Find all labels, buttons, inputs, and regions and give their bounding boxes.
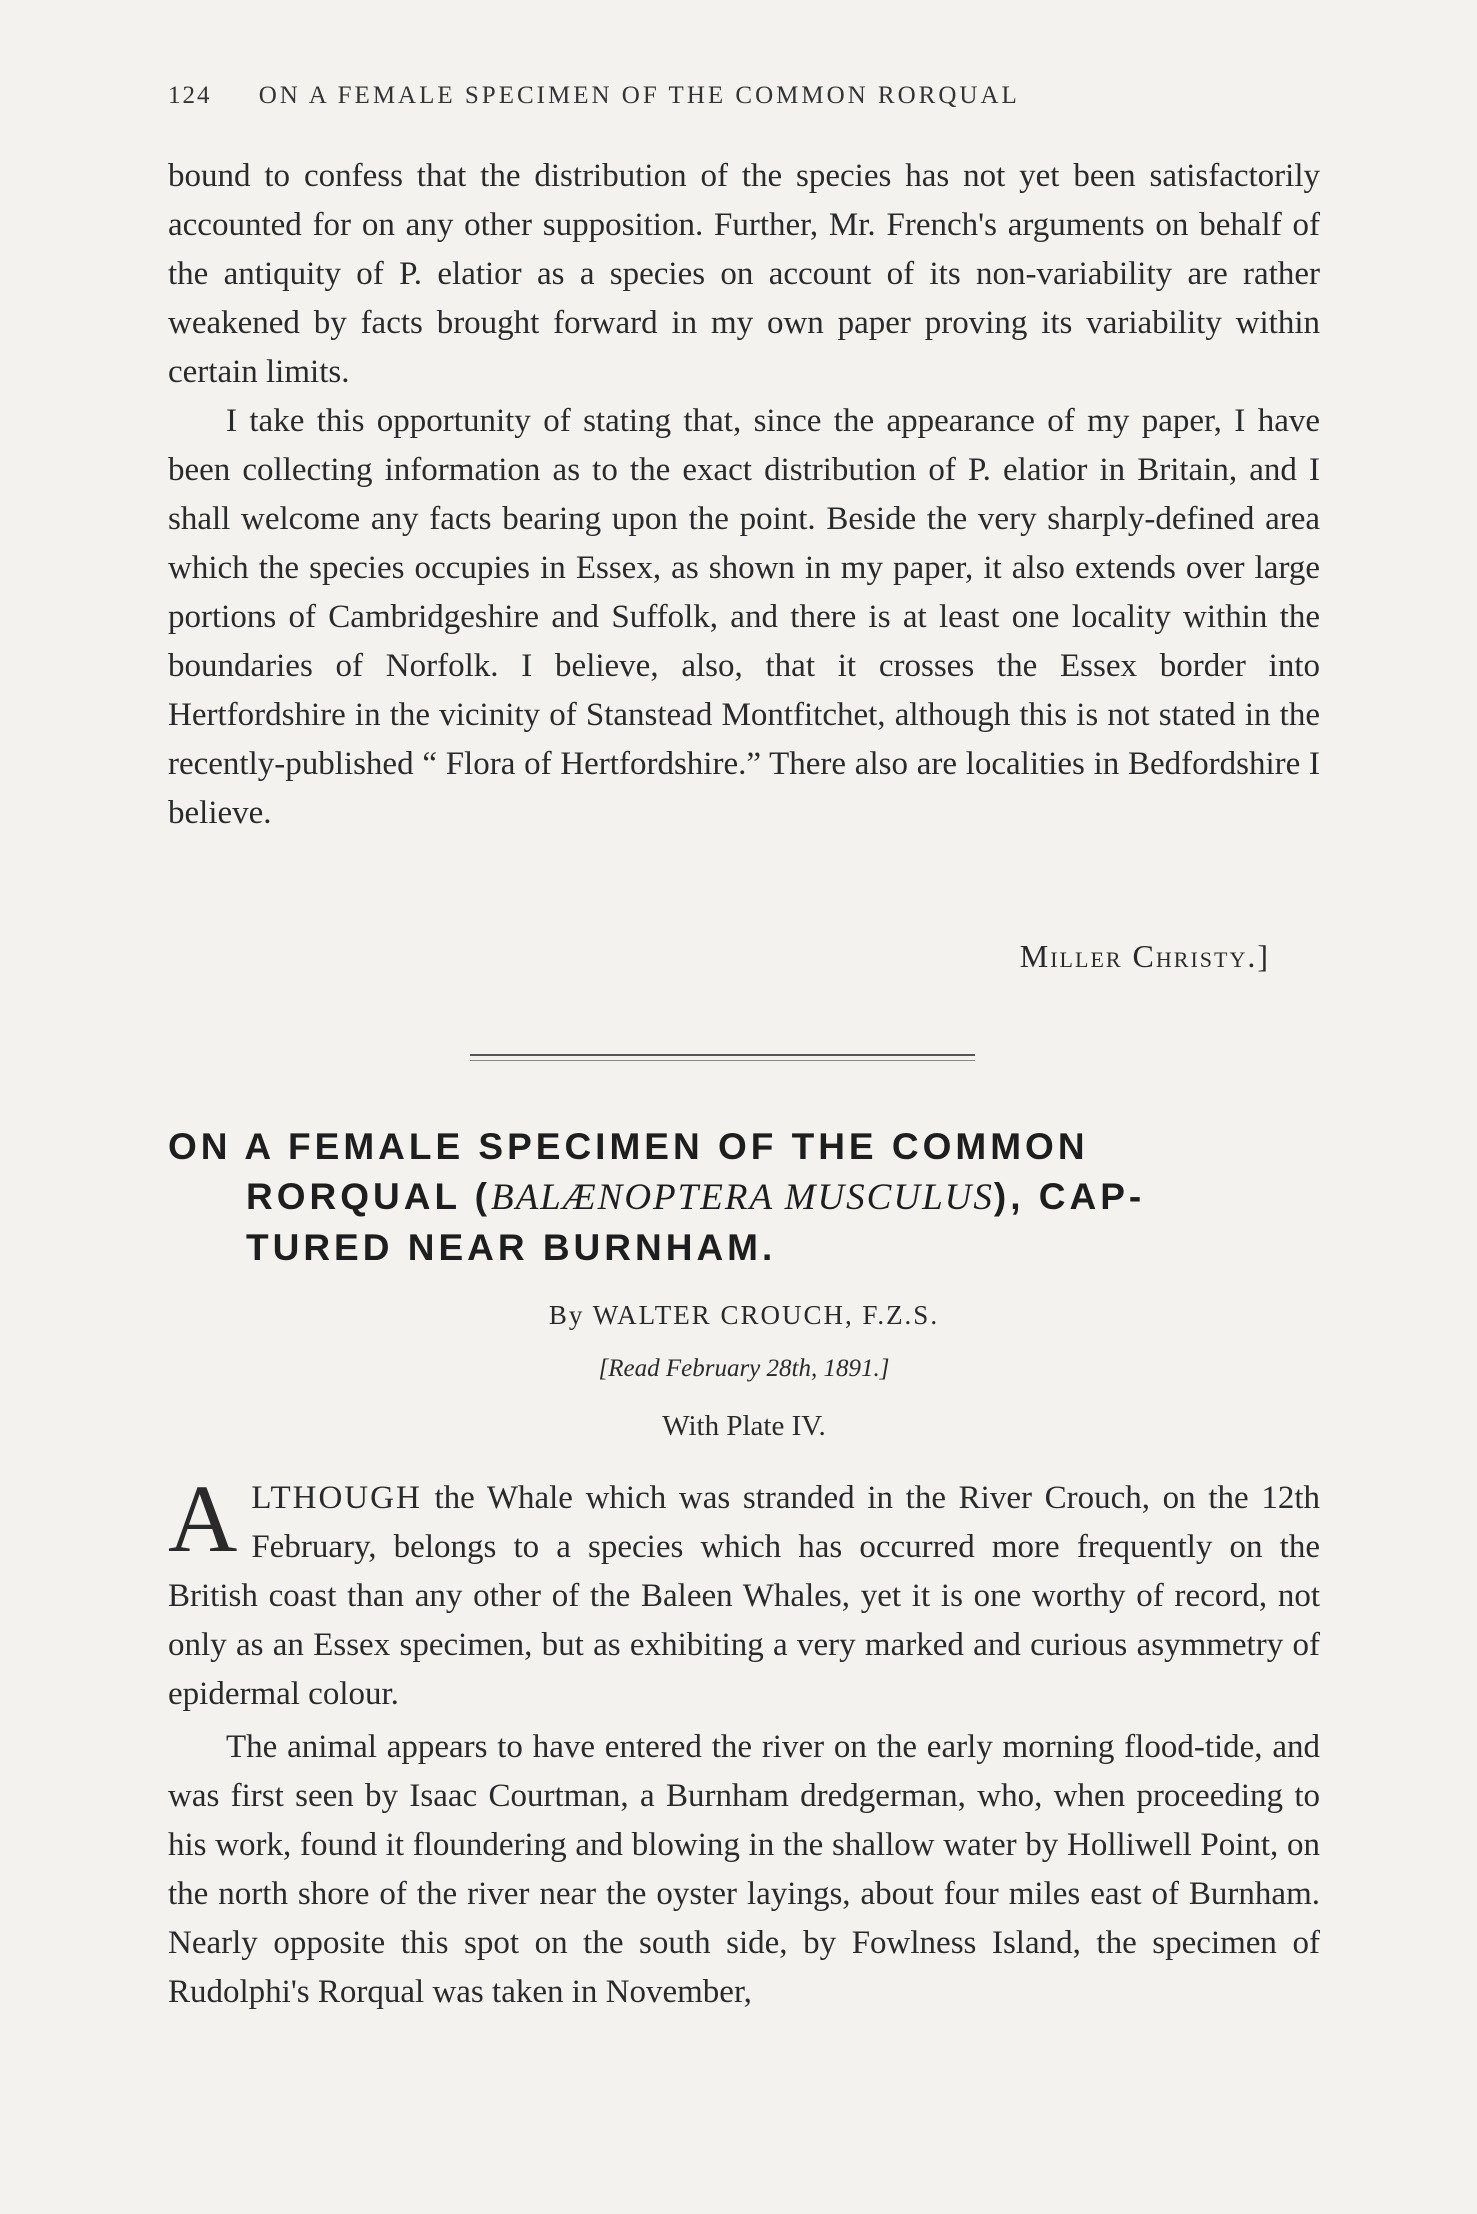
latin-name: BALÆNOPTERA MUSCULUS xyxy=(490,1177,994,1218)
section-divider xyxy=(470,1054,975,1061)
title-line: TURED NEAR BURNHAM. xyxy=(246,1227,777,1268)
title-line xyxy=(168,1172,1328,1223)
title-text: RORQUAL ( xyxy=(246,1176,491,1217)
drop-cap: A xyxy=(168,1465,238,1572)
title-text: ), CAP- xyxy=(993,1176,1146,1217)
paragraph: The animal appears to have entered the river on the early morning flood-tide, and was first seen by Isaac Courtman, a Burnham dredgerman, who, when proceeding to his work, found it floundering and blowing in the shallow water by Holliwell Point, on the north shore of the river near the oyster layings, about four miles east of Burnham. Nearly opposite this spot on the south side, by Fowlness Island, the specimen of Rudolphi's Rorqual was taken in November, xyxy=(168,1729,1320,2010)
running-title: ON A FEMALE SPECIMEN OF THE COMMON RORQUAL xyxy=(258,82,1020,109)
signature: Miller Christy.] xyxy=(1019,938,1270,974)
paragraph xyxy=(168,1465,1320,1719)
paragraph-text: the Whale which was stranded in the River Crouch, on the 12th February, belongs to a species which has occurred more frequently on the British coast than any other of the Baleen Whales, yet it is one worthy of record, not only as an Essex specimen, but as exhibiting a very marked and curious asymmetry of epidermal colour. xyxy=(168,1480,1320,1712)
running-header xyxy=(168,82,1308,110)
read-date: [Read February 28th, 1891.] xyxy=(598,1355,890,1382)
opening-word: LTHOUGH xyxy=(251,1480,422,1516)
paragraph: bound to confess that the distribution of the species has not yet been satisfactorily accounted for on any other supposition. Further, Mr. French's arguments on behalf of the antiquity of P. elatior as a species on account of its non-variability are rather weakened by facts brought forward in my own paper proving its variability within certain limits. xyxy=(168,158,1320,390)
author-byline: By WALTER CROUCH, F.Z.S. xyxy=(548,1300,940,1330)
plate-reference: With Plate IV. xyxy=(662,1410,826,1442)
continuation-text xyxy=(168,152,1320,838)
article-body xyxy=(168,1465,1320,2017)
page-number: 124 xyxy=(168,82,212,109)
title-line: ON A FEMALE SPECIMEN OF THE COMMON xyxy=(168,1126,1089,1167)
paragraph: I take this opportunity of stating that, since the appearance of my paper, I have been collecting information as to the exact distribution of P. elatior in Britain, and I shall welcome any facts bearing upon the point. Beside the very sharply-defined area which the species occupies in Essex, as shown in my paper, it also extends over large portions of Cambridgeshire and Suffolk, and there is at least one locality within the boundaries of Norfolk. I believe, also, that it crosses the Essex border into Hertfordshire in the vicinity of Stanstead Montfitchet, although this is not stated in the recently-published “ Flora of Hertfordshire.” There also are localities in Bedfordshire I believe. xyxy=(168,403,1320,831)
article-title xyxy=(168,1122,1328,1273)
